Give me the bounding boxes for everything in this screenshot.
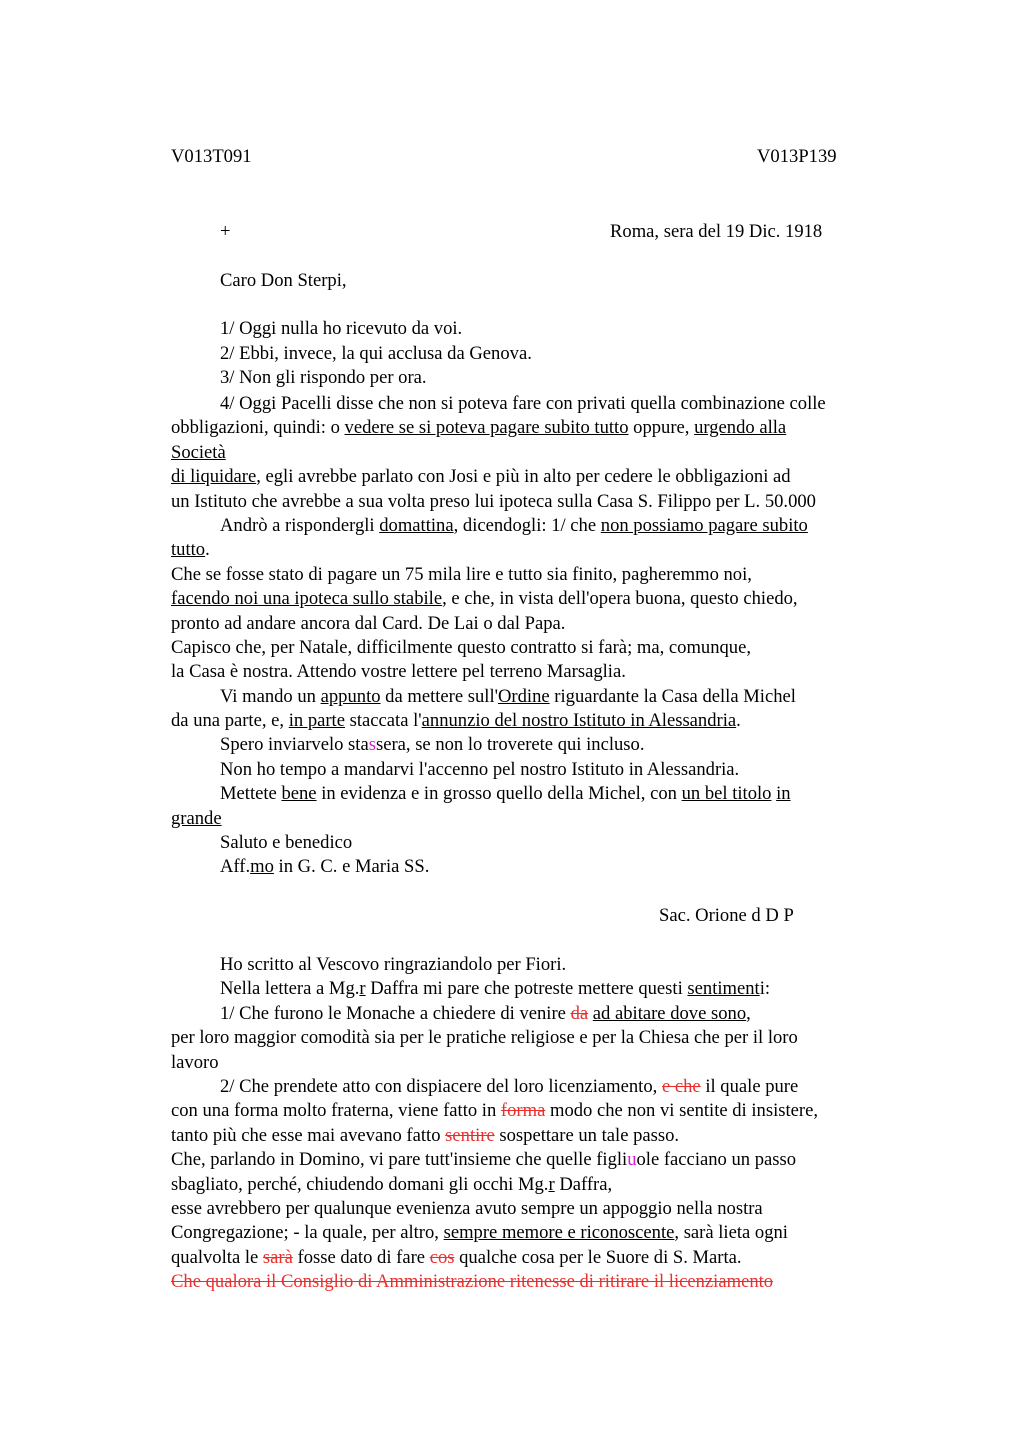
paragraph-line xyxy=(171,807,911,831)
text-span: ole facciano un passo xyxy=(636,1149,797,1171)
text-span: modo che non vi sentite di insistere, xyxy=(545,1100,818,1122)
underlined-text: facendo noi una ipoteca sullo stabile xyxy=(171,588,443,610)
postscript-line xyxy=(171,1173,911,1197)
postscript-line xyxy=(171,1075,911,1099)
postscript-line xyxy=(171,1270,911,1294)
text-span: . xyxy=(205,539,210,561)
item-4-line xyxy=(171,441,911,465)
deleted-text: forma xyxy=(500,1100,546,1122)
text-span: Saluto e benedico xyxy=(220,832,353,854)
text-span: sospettare un tale passo. xyxy=(494,1124,680,1146)
document-code-left: V013T091 xyxy=(171,146,252,167)
underlined-text: grande xyxy=(171,807,222,829)
text-span: Aff. xyxy=(220,856,251,878)
text-span: in evidenza e in grosso quello della Michel, con xyxy=(316,783,682,805)
text-span: la Casa è nostra. Attendo vostre lettere pel terreno Marsaglia. xyxy=(171,661,626,683)
text-span: per loro maggior comodità sia per le pratiche religiose e per la Chiesa che per il loro xyxy=(171,1027,798,1049)
underlined-text: non possiamo pagare subito xyxy=(600,514,808,536)
paragraph-line xyxy=(171,709,911,733)
text-span: obbligazioni, quindi: o xyxy=(171,417,345,439)
postscript-line xyxy=(171,1221,911,1245)
underlined-text: bene xyxy=(281,783,317,805)
deleted-text: e che xyxy=(661,1075,701,1097)
text-span: qualvolta le xyxy=(171,1246,263,1268)
underlined-text: urgendo alla xyxy=(694,417,787,439)
item-3: 3/ Non gli rispondo per ora. xyxy=(220,367,427,388)
text-span: lavoro xyxy=(171,1051,219,1073)
item-4-line xyxy=(171,490,911,514)
item-1: 1/ Oggi nulla ho ricevuto da voi. xyxy=(220,318,463,339)
underlined-text: annunzio del nostro Istituto in Alessandria xyxy=(421,710,737,732)
text-span: , xyxy=(746,1002,751,1024)
underlined-text: in parte xyxy=(288,710,345,732)
closing-line xyxy=(171,831,911,855)
inserted-letter: s xyxy=(368,734,376,756)
text-span: pronto ad andare ancora dal Card. De Lai o dal Papa. xyxy=(171,612,566,634)
postscript-line xyxy=(171,1002,911,1026)
text-span: in G. C. e Maria SS. xyxy=(273,856,430,878)
text-span: Che, parlando in Domino, vi pare tutt'insieme che quelle figli xyxy=(171,1149,628,1171)
paragraph-line xyxy=(171,587,911,611)
postscript-line xyxy=(171,977,911,1001)
text-span: Nella lettera a Mg. xyxy=(220,978,360,1000)
paragraph-line xyxy=(171,538,911,562)
underlined-text: ad abitare dove sono xyxy=(592,1002,747,1024)
text-span: Sac. Orione d D P xyxy=(659,905,794,927)
deleted-text: Che qualora il Consiglio di Amministrazione ritenesse di ritirare il licenziamento xyxy=(171,1271,774,1293)
paragraph-line xyxy=(171,733,911,757)
closing-line xyxy=(171,855,911,879)
underlined-text: di liquidare xyxy=(171,466,257,488)
paragraph-line xyxy=(171,782,911,806)
paragraph-line xyxy=(171,563,911,587)
underlined-text: Società xyxy=(171,441,226,463)
text-span: da una parte, e, xyxy=(171,710,289,732)
text-span: , e che, in vista dell'opera buona, questo chiedo, xyxy=(442,588,798,610)
postscript-line xyxy=(171,1051,911,1075)
underlined-text: un bel titolo xyxy=(681,783,772,805)
underlined-text: domattina xyxy=(379,514,454,536)
text-span: Non ho tempo a mandarvi l'accenno pel nostro Istituto in Alessandria. xyxy=(220,758,740,780)
text-span: Daffra, xyxy=(554,1173,613,1195)
postscript-line xyxy=(171,1148,911,1172)
text-span: Spero inviarvelo sta xyxy=(220,734,369,756)
item-2: 2/ Ebbi, invece, la qui acclusa da Genova. xyxy=(220,343,532,364)
text-span: da mettere sull' xyxy=(380,685,498,707)
cross-mark: + xyxy=(220,221,231,242)
text-span: staccata l' xyxy=(344,710,422,732)
text-span: 1/ Che furono le Monache a chiedere di venire xyxy=(220,1002,571,1024)
postscript-line xyxy=(171,1099,911,1123)
underlined-text: mo xyxy=(250,856,274,878)
underlined-text: sentiment xyxy=(687,978,760,1000)
text-span: Daffra mi pare che potreste mettere questi xyxy=(365,978,688,1000)
item-4-line xyxy=(171,465,911,489)
underlined-text: appunto xyxy=(320,685,381,707)
paragraph-line xyxy=(171,612,911,636)
postscript-line xyxy=(171,1026,911,1050)
text-span: Che se fosse stato di pagare un 75 mila lire e tutto sia finito, pagheremmo noi, xyxy=(171,563,752,585)
deleted-text: cos xyxy=(429,1246,455,1268)
text-span: Mettete xyxy=(220,783,282,805)
place-date: Roma, sera del 19 Dic. 1918 xyxy=(610,221,823,242)
postscript-line xyxy=(171,1246,911,1270)
text-span: sera, se non lo troverete qui incluso. xyxy=(375,734,645,756)
salutation: Caro Don Sterpi, xyxy=(220,270,347,291)
text-span: oppure, xyxy=(628,417,695,439)
text-span: . xyxy=(736,710,741,732)
text-span: esse avrebbero per qualunque evenienza avuto sempre un appoggio nella nostra xyxy=(171,1197,763,1219)
deleted-text: sarà xyxy=(262,1246,293,1268)
underlined-text: Ordine xyxy=(498,685,550,707)
deleted-text: da xyxy=(570,1002,589,1024)
text-span: un Istituto che avrebbe a sua volta preso lui ipoteca sulla Casa S. Filippo per L. 50.000 xyxy=(171,490,816,512)
paragraph-line xyxy=(171,514,911,538)
text-span: il quale pure xyxy=(700,1075,799,1097)
text-span: qualche cosa per le Suore di S. Marta. xyxy=(454,1246,742,1268)
letter-body xyxy=(171,392,911,1294)
text-span: Capisco che, per Natale, difficilmente questo contratto si farà; ma, comunque, xyxy=(171,636,751,658)
text-span: tanto più che esse mai avevano fatto xyxy=(171,1124,446,1146)
text-span: Andrò a rispondergli xyxy=(220,514,380,536)
text-span: i: xyxy=(759,978,771,1000)
text-span: Vi mando un xyxy=(220,685,321,707)
document-code-right: V013P139 xyxy=(757,146,837,167)
text-span: sbagliato, perché, chiudendo domani gli occhi Mg. xyxy=(171,1173,549,1195)
deleted-text: sentire xyxy=(445,1124,495,1146)
item-4-text: 4/ Oggi Pacelli disse che non si poteva fare con privati quella combinazione colle xyxy=(220,393,826,414)
postscript-line xyxy=(171,1124,911,1148)
underlined-text: in xyxy=(776,783,791,805)
postscript-line xyxy=(171,953,911,977)
text-span: , egli avrebbe parlato con Josi e più in alto per cedere le obbligazioni ad xyxy=(256,466,791,488)
text-span: 2/ Che prendete atto con dispiacere del loro licenziamento, xyxy=(220,1075,662,1097)
paragraph-line xyxy=(171,636,911,660)
underlined-text: vedere se si poteva pagare subito tutto xyxy=(344,417,629,439)
paragraph-line xyxy=(171,660,911,684)
underlined-text: sempre memore e riconoscente xyxy=(443,1222,675,1244)
underlined-text: r xyxy=(548,1173,555,1195)
signature xyxy=(171,904,911,928)
item-4-line xyxy=(171,392,911,416)
text-span: , sarà lieta ogni xyxy=(674,1222,788,1244)
paragraph-line xyxy=(171,758,911,782)
text-span: con una forma molto fraterna, viene fatto in xyxy=(171,1100,501,1122)
text-span: riguardante la Casa della Michel xyxy=(549,685,796,707)
text-span: fosse dato di fare xyxy=(292,1246,430,1268)
paragraph-line xyxy=(171,685,911,709)
postscript-line xyxy=(171,1197,911,1221)
underlined-text: r xyxy=(359,978,366,1000)
item-4-line xyxy=(171,416,911,440)
text-span: Ho scritto al Vescovo ringraziandolo per Fiori. xyxy=(220,953,567,975)
text-span: , dicendogli: 1/ che xyxy=(453,514,601,536)
underlined-text: tutto xyxy=(171,539,206,561)
inserted-letter: u xyxy=(627,1149,637,1171)
text-span: Congregazione; - la quale, per altro, xyxy=(171,1222,444,1244)
